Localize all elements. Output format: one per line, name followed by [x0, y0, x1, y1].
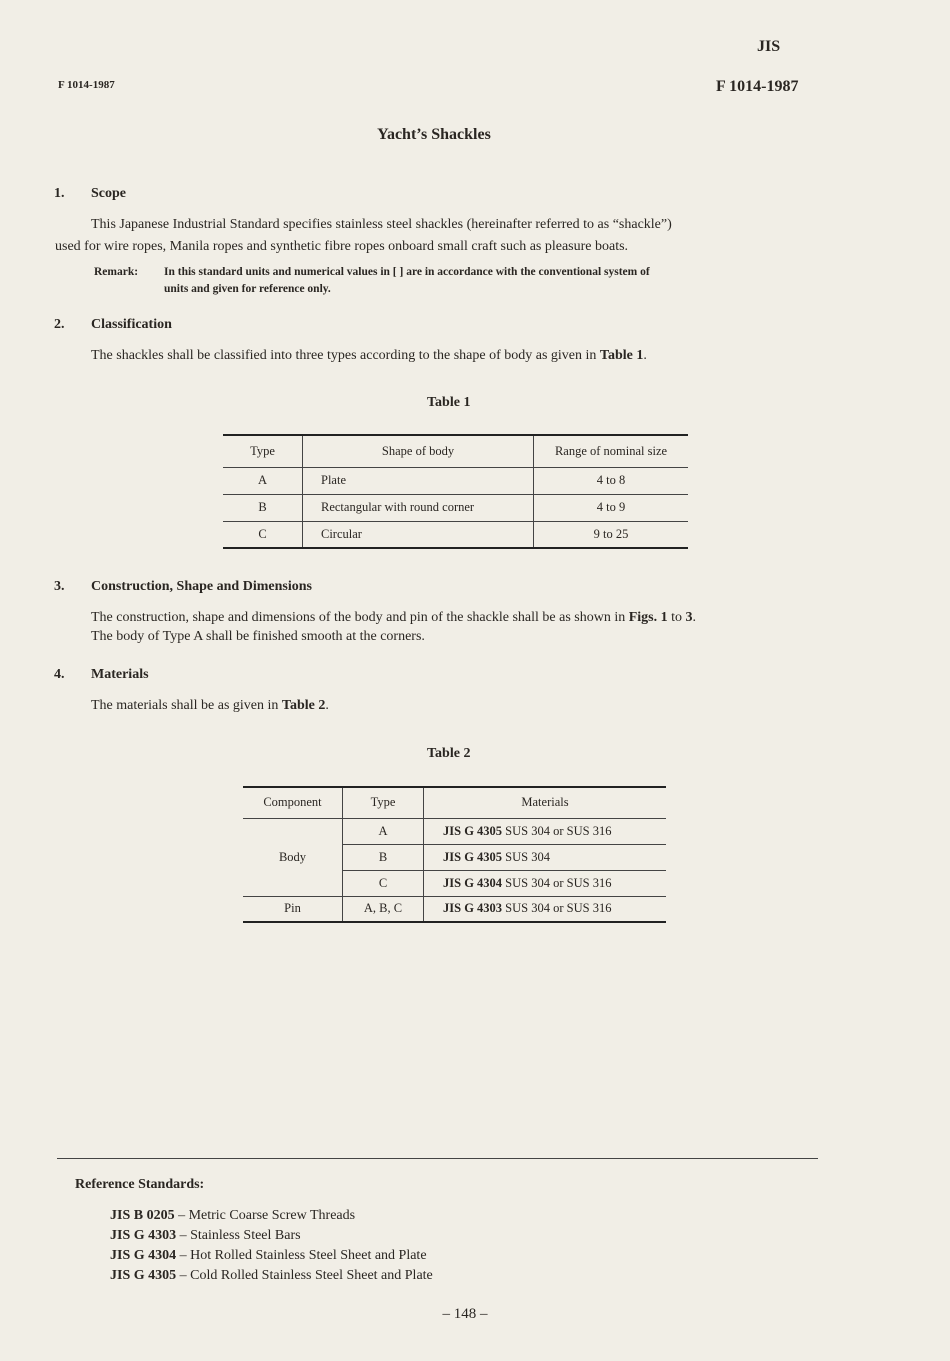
- list-item: JIS B 0205 – Metric Coarse Screw Threads: [110, 1208, 356, 1223]
- table-2: [243, 786, 666, 923]
- construction-line-2: The body of Type A shall be finished smooth at the corners.: [91, 629, 425, 644]
- table-1-caption: Table 1: [427, 395, 471, 410]
- section-3-title: Construction, Shape and Dimensions: [91, 579, 312, 594]
- list-item: JIS G 4303 – Stainless Steel Bars: [110, 1228, 301, 1243]
- remark-label: Remark:: [94, 266, 139, 278]
- table-cell: 9 to 25: [593, 526, 629, 541]
- section-1-title: Scope: [91, 186, 126, 201]
- table-2-reference: Table 2: [281, 698, 326, 713]
- table-cell: Pin: [243, 896, 343, 922]
- table-cell: JIS G 4305 SUS 304: [424, 844, 667, 870]
- footer-divider: [57, 1158, 818, 1159]
- scope-line-1: This Japanese Industrial Standard specifies stainless steel shackles (hereinafter referred to as “shackle”): [91, 217, 672, 232]
- table-cell: B: [343, 844, 424, 870]
- section-2-number: 2.: [54, 317, 65, 332]
- list-item: JIS G 4305 – Cold Rolled Stainless Steel Sheet and Plate: [110, 1268, 433, 1283]
- table-header-cell: Component: [243, 787, 343, 818]
- list-item: JIS G 4304 – Hot Rolled Stainless Steel Sheet and Plate: [110, 1248, 427, 1263]
- table-row: [223, 467, 688, 494]
- table-cell: Rectangular with round corner: [303, 494, 534, 521]
- scope-line-2: used for wire ropes, Manila ropes and synthetic fibre ropes onboard small craft such as pleasure boats.: [55, 239, 629, 254]
- table-cell: JIS G 4305 SUS 304 or SUS 316: [424, 818, 667, 844]
- table-row: [243, 787, 666, 818]
- table-row: [243, 896, 666, 922]
- fig-3-reference: 3: [685, 610, 693, 625]
- table-cell: A, B, C: [343, 896, 424, 922]
- reference-standards-title: Reference Standards:: [75, 1177, 205, 1192]
- table-cell: Body: [243, 818, 343, 896]
- table-header-cell: Materials: [424, 787, 667, 818]
- table-1: [223, 434, 688, 549]
- materials-text: The materials shall be as given in Table 2.: [91, 698, 329, 713]
- table-cell: Plate: [303, 467, 534, 494]
- remark-line-2: units and given for reference only.: [164, 283, 331, 295]
- section-4-title: Materials: [91, 667, 149, 682]
- table-cell: 4 to 9: [534, 494, 689, 521]
- table-1-reference: Table 1: [599, 348, 644, 363]
- table-row: [223, 521, 688, 548]
- section-2-title: Classification: [91, 317, 172, 332]
- document-title: Yacht’s Shackles: [377, 126, 491, 143]
- table-cell: A: [343, 818, 424, 844]
- table-cell: 4 to 8: [534, 467, 689, 494]
- page-number: – 148 –: [442, 1306, 488, 1322]
- section-1-number: 1.: [54, 186, 65, 201]
- table-header-cell: Type: [343, 787, 424, 818]
- table-cell: A: [223, 467, 303, 494]
- standard-number-left: F 1014-1987: [58, 79, 115, 91]
- table-cell: C: [343, 870, 424, 896]
- jis-mark: JIS: [757, 38, 781, 55]
- table-cell: B: [223, 494, 303, 521]
- standard-number-right: F 1014-1987: [716, 78, 799, 95]
- table-header-cell: Shape of body: [303, 435, 534, 467]
- classification-text: The shackles shall be classified into three types according to the shape of body as given in Table 1.: [91, 348, 647, 363]
- construction-line-1: The construction, shape and dimensions of the body and pin of the shackle shall be as shown in Figs. 1 to 3.: [91, 610, 697, 625]
- table-cell: JIS G 4304 SUS 304 or SUS 316: [424, 870, 667, 896]
- table-row: [223, 435, 688, 467]
- section-3-number: 3.: [54, 579, 65, 594]
- table-header-cell: Range of nominal size: [534, 435, 689, 467]
- reference-standards-list: [110, 1206, 433, 1286]
- table-2-caption: Table 2: [427, 746, 471, 761]
- table-cell: C: [223, 521, 303, 548]
- table-row: [243, 818, 666, 844]
- table-cell: JIS G 4303 SUS 304 or SUS 316: [443, 901, 612, 916]
- remark-line-1: In this standard units and numerical values in [ ] are in accordance with the conventional system of: [164, 266, 650, 278]
- table-header-cell: Type: [223, 435, 303, 467]
- section-4-number: 4.: [54, 667, 65, 682]
- figs-reference: Figs. 1: [628, 610, 668, 625]
- table-cell: Circular: [303, 521, 534, 548]
- table-row: [223, 494, 688, 521]
